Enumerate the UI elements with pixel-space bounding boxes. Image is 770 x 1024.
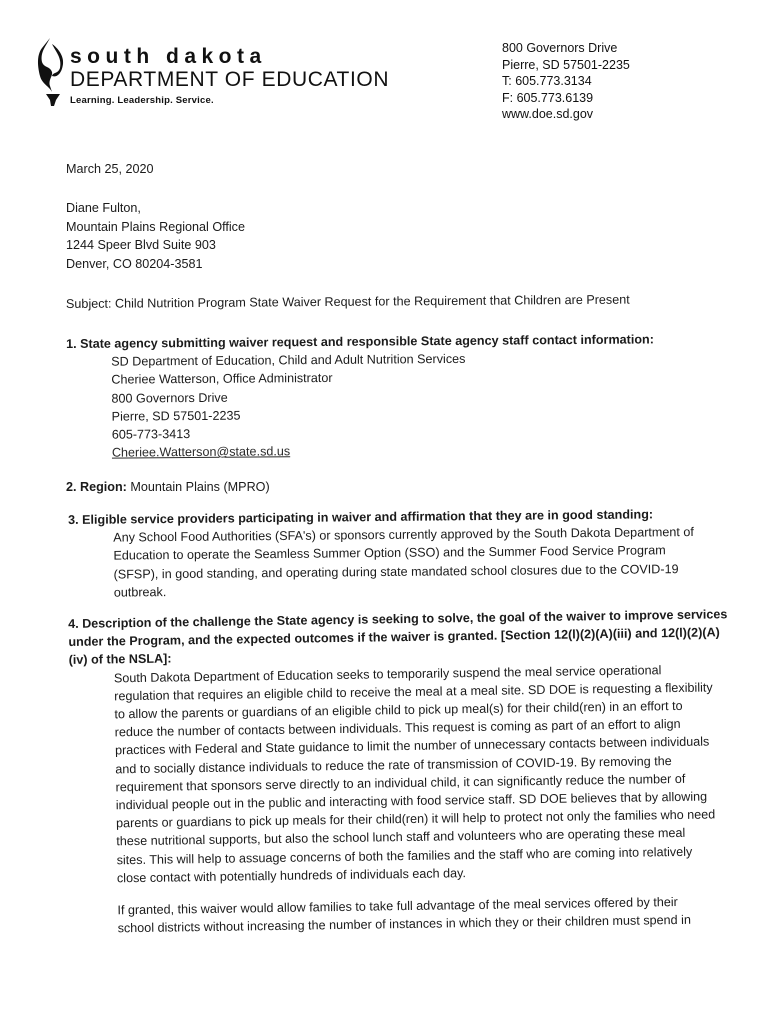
brand-department-name: DEPARTMENT OF EDUCATION xyxy=(70,68,390,91)
section-2-text: Mountain Plains (MPRO) xyxy=(126,480,270,494)
contact-address-line2: Pierre, SD 57501-2235 xyxy=(502,57,630,72)
section-1-line: 800 Governors Drive xyxy=(111,390,228,406)
section-2 xyxy=(66,478,270,496)
section-3 xyxy=(68,505,729,602)
section-2-heading: 2. Region: xyxy=(66,480,127,494)
contact-address-line1: 800 Governors Drive xyxy=(502,41,618,55)
section-1-line: 605-773-3413 xyxy=(111,427,191,442)
section-4-heading: 4. Description of the challenge the State agency is seeking to solve, the goal of the waiver to improve services under the Program, and the expected outcomes if the waiver is granted. [Section 12(l)(2)(A)(iii) and 12(l)(2)(A)(iv) of the NSLA]: xyxy=(68,607,728,668)
letter-date: March 25, 2020 xyxy=(66,162,154,176)
contact-website[interactable]: www.doe.sd.gov xyxy=(502,107,594,121)
contact-fax: F: 605.773.6139 xyxy=(502,90,594,105)
recipient-city: Denver, CO 80204-3581 xyxy=(66,256,203,271)
section-4 xyxy=(68,605,733,938)
recipient-street: 1244 Speer Blvd Suite 903 xyxy=(66,238,216,252)
section-1-line: SD Department of Education, Child and Adult Nutrition Services xyxy=(111,352,466,369)
recipient-name: Diane Fulton, xyxy=(66,201,141,215)
section-4-paragraph-1: South Dakota Department of Education seeks to temporarily suspend the meal service operational regulation that requires an eligible child to receive the meal at a meal site. SD DOE is requesting a flexibility to allow the parents or guardians of an eligible child to pick up meal(s) for their child(ren) in an effort to reduce the number of contacts between individuals. This request is coming as part of an effort to align practices with Federal and State guidance to limit the number of unnecessary contacts between individuals and to socially distance individuals to reduce the rate of transmission of COVID-19. By removing the requirement that sponsors serve directly to an individual child, it can significantly reduce the number of individual people out in the public and interacting with food service staff. SD DOE believes that by allowing parents or guardians to pick up meals for their child(ren) it will help to protect not only the families who need these nutritional supports, but also the school lunch staff and volunteers who are operating these meal sites. This will help to assuage concerns of both the families and the staff who are coming into relatively close contact with potentially hundreds of individuals each day. xyxy=(113,662,716,886)
letter-subject: Subject: Child Nutrition Program State Waiver Request for the Requirement that Children are Present xyxy=(65,292,630,311)
sd-doe-logo-icon xyxy=(36,36,66,108)
recipient-office: Mountain Plains Regional Office xyxy=(66,219,245,234)
section-3-heading: 3. Eligible service providers participating in waiver and affirmation that they are in good standing: xyxy=(68,507,654,527)
section-3-text: Any School Food Authorities (SFA's) or sponsors currently approved by the South Dakota Department of Education to operate the Seamless Summer Option (SSO) and the Summer Food Service Program (SFSP), in good standing, and operating during state mandated school closures due to the COVID-19 outbreak. xyxy=(113,525,694,600)
section-1-line: Cheriee Watterson, Office Administrator xyxy=(111,371,333,388)
letterhead-contact xyxy=(502,40,630,123)
recipient-address xyxy=(66,199,245,273)
section-1-line: Pierre, SD 57501-2235 xyxy=(111,408,241,424)
section-4-paragraph-2: If granted, this waiver would allow families to take full advantage of the meal services offered by their school districts without increasing the number of instances in which they or their children must spend in xyxy=(117,895,692,936)
contact-email-link[interactable]: Cheriee.Watterson@state.sd.us xyxy=(111,444,291,460)
letterhead-brand xyxy=(70,46,389,106)
brand-state-name: south dakota xyxy=(70,45,267,68)
brand-tagline: Learning. Leadership. Service. xyxy=(70,95,214,106)
section-1-heading: 1. State agency submitting waiver request and responsible State agency staff contact information: xyxy=(66,332,654,351)
contact-phone: T: 605.773.3134 xyxy=(502,74,592,88)
section-1 xyxy=(66,330,655,462)
